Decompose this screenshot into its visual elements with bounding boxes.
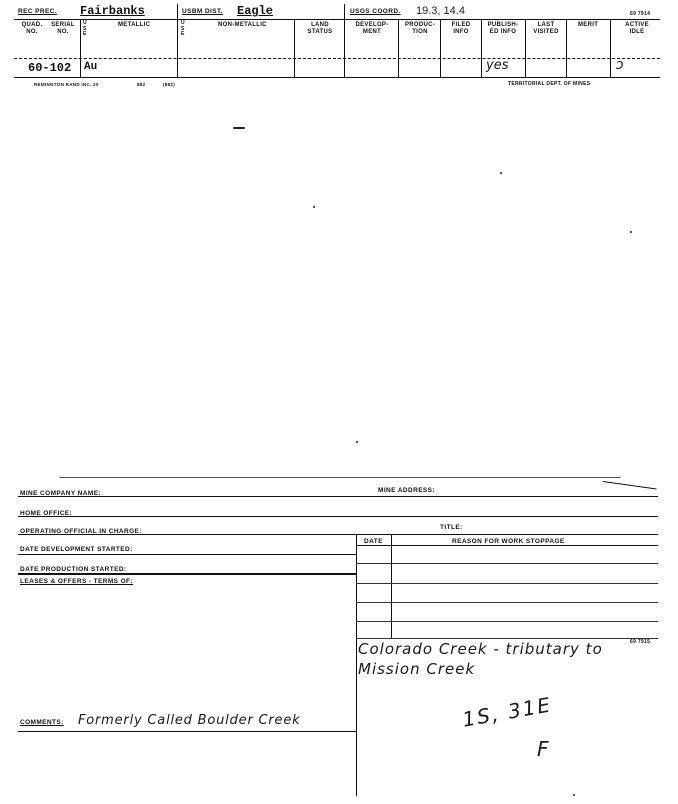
form-code: 882: [137, 82, 146, 87]
mine-company-name-label: MINE COMPANY NAME:: [20, 490, 101, 497]
section-divider: [356, 534, 357, 796]
metallic-header: METALLIC: [118, 22, 151, 28]
use-marker: U S E: [181, 20, 185, 37]
col-divider: [440, 19, 441, 78]
filed-info-header: FILED INFO: [451, 22, 471, 35]
development-header: DEVELOP- MENT: [355, 22, 389, 35]
scan-mark: [630, 231, 632, 233]
handwritten-meridian: F: [537, 737, 549, 761]
scan-mark: [500, 172, 502, 174]
production-header: PRODUC- TION: [404, 22, 436, 35]
form-code-bottom: 69 7915: [630, 639, 651, 645]
quad-serial-value: 60-102: [28, 61, 72, 75]
active-idle-mark: ↄ: [616, 57, 624, 73]
date-column-divider: [391, 534, 392, 638]
reason-column-header: REASON FOR WORK STOPPAGE: [452, 538, 565, 545]
date-production-label: DATE PRODUCTION STARTED:: [20, 566, 127, 573]
scan-mark: [356, 441, 358, 443]
usbm-dist-label: USBM DIST.: [182, 8, 223, 15]
operating-official-label: OPERATING OFFICIAL IN CHARGE:: [20, 528, 142, 535]
published-info-value: yes: [486, 58, 509, 73]
col-divider: [610, 19, 611, 78]
form-code-top: 69 7914: [630, 11, 651, 17]
printer-credit: REMINGTON RAND INC. 20: [34, 82, 99, 87]
usbm-dist-value: Eagle: [237, 4, 274, 18]
home-office-label: HOME OFFICE:: [20, 510, 73, 517]
published-info-header: PUBLISH- ED INFO: [487, 22, 519, 35]
handwritten-location: 1S, 31E: [460, 692, 554, 732]
col-divider: [344, 4, 345, 78]
form-rule: [356, 563, 658, 564]
col-divider: [294, 19, 295, 78]
col-divider: [525, 19, 526, 78]
quad-no-header: QUAD. NO.: [21, 22, 43, 35]
form-rule: [18, 731, 356, 732]
rec-prec-value: Fairbanks: [80, 4, 145, 18]
col-divider: [566, 19, 567, 78]
serial-no-header: SERIAL NO.: [51, 22, 75, 35]
metallic-value: Au: [84, 61, 98, 73]
leases-label: LEASES & OFFERS - TERMS OF:: [20, 578, 133, 585]
card-top-edge: [60, 477, 620, 478]
handwritten-note-line1: Colorado Creek - tributary to: [358, 640, 603, 658]
non-metallic-header: NON-METALLIC: [218, 22, 267, 28]
form-rule: [356, 621, 658, 622]
col-divider: [481, 19, 482, 78]
scan-mark: [573, 794, 575, 796]
form-rule: [18, 554, 356, 555]
card-bottom-rule: [14, 77, 660, 78]
form-rule: [356, 545, 658, 546]
department-name: TERRITORIAL DEPT. OF MINES: [508, 81, 591, 87]
form-code: (882): [163, 82, 176, 87]
usgs-coord-label: USGS COORD.: [350, 8, 401, 15]
date-column-header: DATE: [364, 538, 383, 545]
comments-label: COMMENTS:: [20, 719, 64, 726]
scan-mark: [233, 127, 245, 129]
col-divider: [177, 4, 178, 78]
form-rule: [18, 496, 658, 497]
col-divider: [398, 19, 399, 78]
form-rule: [356, 638, 658, 639]
title-label: TITLE:: [440, 524, 463, 531]
merit-header: MERIT: [578, 22, 599, 28]
header-divider: [14, 19, 660, 20]
form-rule: [356, 602, 658, 603]
last-visited-header: LAST VISITED: [533, 22, 559, 35]
form-rule: [18, 516, 658, 517]
date-development-label: DATE DEVELOPMENT STARTED:: [20, 546, 133, 553]
card-corner-edge: [603, 481, 657, 490]
rec-prec-label: REC PREC.: [18, 8, 57, 15]
usgs-coord-value: 19.3, 14.4: [416, 5, 465, 17]
form-rule: [356, 583, 658, 584]
form-rule: [18, 534, 658, 535]
comments-value: Formerly Called Boulder Creek: [78, 713, 301, 728]
active-idle-header: ACTIVE IDLE: [625, 22, 649, 35]
form-rule: [18, 573, 356, 575]
mine-address-label: MINE ADDRESS:: [378, 487, 435, 494]
land-status-header: LAND STATUS: [307, 22, 333, 35]
use-marker: U S E: [83, 20, 87, 37]
col-divider: [80, 19, 81, 78]
row-divider: [14, 58, 660, 59]
scan-mark: [313, 206, 315, 208]
handwritten-note-line2: Mission Creek: [358, 660, 476, 678]
